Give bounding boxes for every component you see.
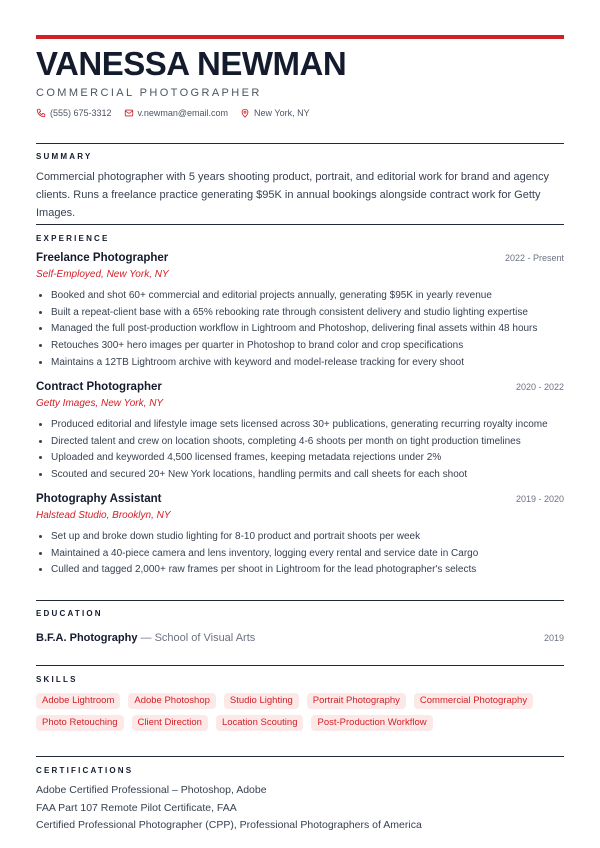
bullet-item: • Culled and tagged 2,000+ raw frames per shoot in Lightroom for the lead photographer's selects	[51, 562, 564, 579]
summary-text: Commercial photographer with 5 years shooting product, portrait, and editorial work for brand and agency clients. Runs a freelance practice generating $95K in annual bookings alongside contract work for Getty Images.	[36, 171, 549, 219]
contact-phone	[36, 108, 112, 118]
top-accent-rule	[36, 35, 564, 39]
certifications-rule	[36, 756, 564, 757]
bullet-item: • Built a repeat-client base with a 65% rebooking rate through consistent delivery and studio lighting expertise	[51, 305, 564, 322]
mail-icon	[124, 108, 134, 118]
skill-tag: Adobe Lightroom	[36, 693, 120, 709]
bullet-item: • Scouted and secured 20+ New York locations, handling permits and call sheets for each shoot	[51, 467, 564, 484]
bullet-item: • Retouches 300+ hero images per quarter in Photoshop to brand color and crop specifications	[51, 338, 564, 355]
bullet-item: • Maintained a 40-piece camera and lens inventory, logging every rental and service date in Cargo	[51, 546, 564, 563]
certifications-heading: CERTIFICATIONS	[36, 766, 134, 775]
education-degree: B.F.A. Photography	[36, 632, 138, 644]
education-year: 2019	[543, 633, 564, 643]
education-school: — School of Visual Arts	[137, 632, 256, 644]
contact-location	[240, 108, 310, 118]
certification-item: Adobe Certified Professional – Photoshop, Adobe	[36, 784, 267, 796]
job-dates: 2019 - 2020	[515, 494, 564, 504]
job-bullets	[36, 288, 564, 372]
bullet-item: • Directed talent and crew on location shoots, completing 4-6 shoots per month on tight production timelines	[51, 434, 564, 451]
contact-row	[36, 108, 322, 118]
skill-tag: Client Direction	[132, 715, 208, 731]
summary-heading: SUMMARY	[36, 152, 93, 161]
job-bullets	[36, 417, 564, 484]
job-company: Getty Images, New York, NY	[36, 398, 164, 409]
candidate-name: VANESSA NEWMAN	[36, 45, 347, 82]
bullet-item: • Managed the full post-production workflow in Lightroom and Photoshop, delivering final assets within 48 hours	[51, 321, 564, 338]
bullet-item: • Uploaded and keyworded 4,500 licensed frames, keeping metadata rejections under 2%	[51, 450, 564, 467]
skill-tag: Studio Lighting	[224, 693, 299, 709]
job-entry	[36, 381, 564, 484]
skill-tag: Portrait Photography	[307, 693, 406, 709]
skills-list	[36, 693, 564, 737]
email-text: v.newman@email.com	[137, 108, 229, 118]
bullet-item: • Produced editorial and lifestyle image sets licensed across 30+ publications, generating recurring royalty income	[51, 417, 564, 434]
experience-heading: EXPERIENCE	[36, 234, 110, 243]
certifications-list	[36, 782, 564, 835]
job-title: Freelance Photographer	[36, 252, 169, 264]
education-entry	[36, 628, 564, 646]
skill-tag: Commercial Photography	[414, 693, 533, 709]
job-dates: 2020 - 2022	[515, 382, 564, 392]
skill-tag: Photo Retouching	[36, 715, 124, 731]
skill-tag: Adobe Photoshop	[128, 693, 216, 709]
phone-text: (555) 675-3312	[50, 108, 112, 118]
summary-rule	[36, 143, 564, 144]
job-title: Photography Assistant	[36, 493, 162, 505]
job-company: Halstead Studio, Brooklyn, NY	[36, 510, 171, 521]
job-bullets	[36, 529, 564, 579]
job-title: Contract Photographer	[36, 381, 162, 393]
contact-email	[124, 108, 229, 118]
certification-item: FAA Part 107 Remote Pilot Certificate, FAA	[36, 801, 237, 814]
location-text: New York, NY	[254, 108, 310, 118]
bullet-item: • Maintains a 12TB Lightroom archive with keyword and model-release tracking for every shoot	[51, 355, 564, 372]
skills-heading: SKILLS	[36, 675, 78, 684]
job-dates: 2022 - Present	[504, 253, 564, 263]
job-entry	[36, 252, 564, 372]
phone-icon	[36, 108, 46, 118]
bullet-item: • Booked and shot 60+ commercial and editorial projects annually, generating $95K in yearly revenue	[51, 288, 564, 305]
education-heading: EDUCATION	[36, 609, 103, 618]
bullet-item: • Set up and broke down studio lighting for 8-10 product and portrait shoots per week	[51, 529, 564, 546]
location-pin-icon	[240, 108, 250, 118]
certification-item: Certified Professional Photographer (CPP), Professional Photographers of America	[36, 819, 422, 831]
skill-tag: Post-Production Workflow	[311, 715, 432, 731]
job-company: Self-Employed, New York, NY	[36, 269, 169, 280]
experience-rule	[36, 224, 564, 225]
job-entry	[36, 493, 564, 579]
skill-tag: Location Scouting	[216, 715, 304, 731]
skills-rule	[36, 665, 564, 666]
candidate-title: COMMERCIAL PHOTOGRAPHER	[36, 87, 262, 99]
education-rule	[36, 600, 564, 601]
